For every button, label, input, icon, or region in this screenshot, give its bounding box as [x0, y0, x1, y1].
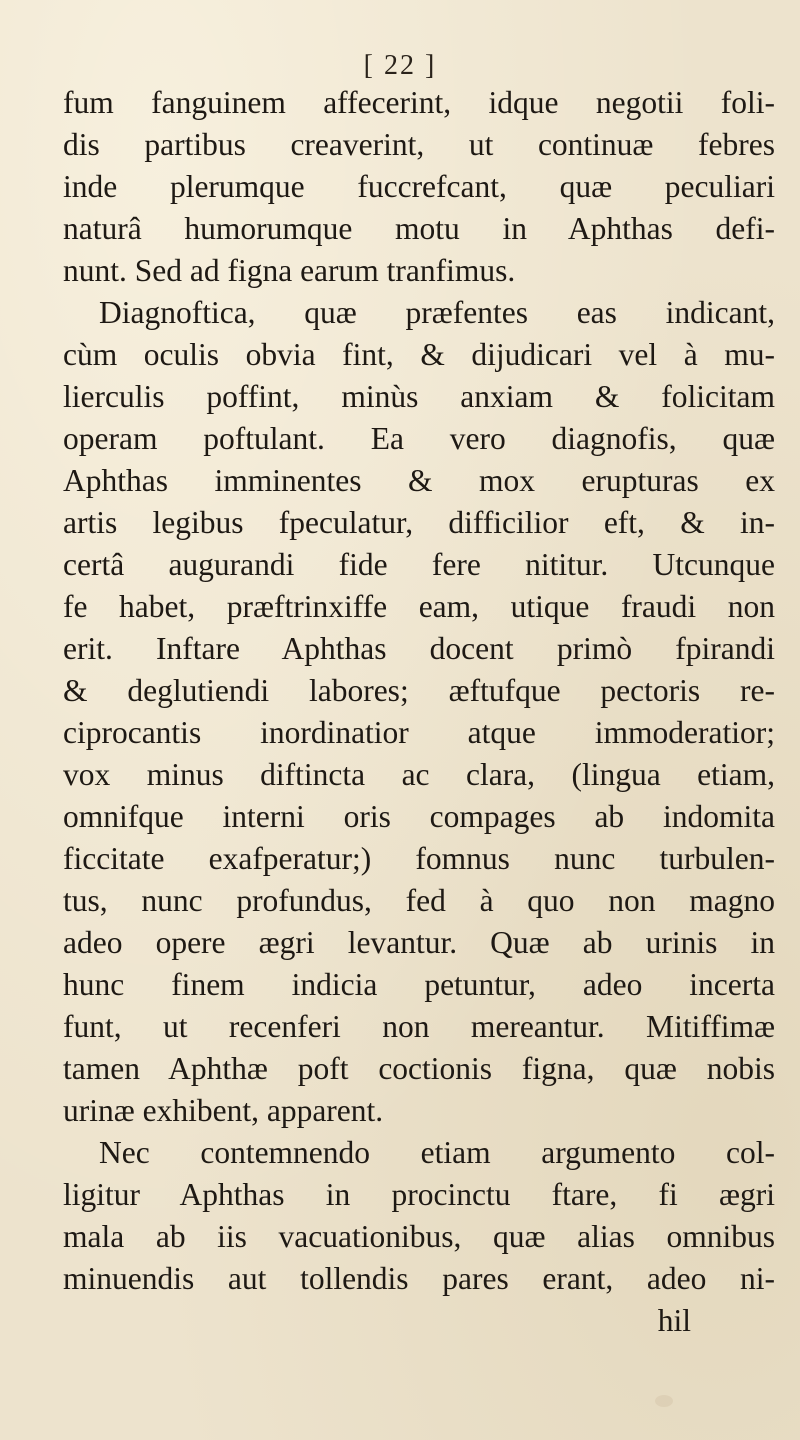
text-line: tamen Aphthæ poft coctionis figna, quæ nobis: [63, 1051, 775, 1086]
text-line: nunt. Sed ad figna earum tranfimus.: [63, 253, 516, 288]
text-line: vox minus diftincta ac clara, (lingua etiam,: [63, 757, 775, 792]
text-line: & deglutiendi labores; æftufque pectoris re-: [63, 673, 775, 708]
text-line: erit. Inftare Aphthas docent primò fpirandi: [63, 631, 775, 666]
text-line: hunc finem indicia petuntur, adeo incerta: [63, 967, 775, 1002]
text-line: urinæ exhibent, apparent.: [63, 1093, 384, 1128]
text-line: lierculis poffint, minùs anxiam & folicitam: [63, 379, 775, 414]
text-line: ficcitate exafperatur;) fomnus nunc turbulen-: [63, 841, 775, 876]
text-line: certâ augurandi fide fere nititur. Utcunque: [63, 547, 775, 582]
paragraph-start-line: Diagnoftica, quæ præfentes eas indicant,: [99, 295, 775, 330]
text-line: Aphthas imminentes & mox erupturas ex: [63, 463, 775, 498]
text-line: dis partibus creaverint, ut continuæ febres: [63, 127, 775, 162]
text-line: operam poftulant. Ea vero diagnofis, quæ: [63, 421, 775, 456]
text-line: omnifque interni oris compages ab indomita: [63, 799, 775, 834]
page-number: [ 22 ]: [363, 50, 437, 81]
paper-stain: [655, 1395, 673, 1407]
text-line: tus, nunc profundus, fed à quo non magno: [63, 883, 775, 918]
text-line: adeo opere ægri levantur. Quæ ab urinis in: [63, 925, 775, 960]
text-line: fe habet, præftrinxiffe eam, utique fraudi non: [63, 589, 775, 624]
body-text: [63, 82, 775, 1342]
text-line: ciprocantis inordinatior atque immoderatior;: [63, 715, 775, 750]
text-line: mala ab iis vacuationibus, quæ alias omnibus: [63, 1219, 775, 1254]
text-line: ligitur Aphthas in procinctu ftare, fi ægri: [63, 1177, 775, 1212]
text-line: naturâ humorumque motu in Aphthas defi-: [63, 211, 775, 246]
text-line: inde plerumque fuccrefcant, quæ peculiari: [63, 169, 775, 204]
paragraph-start-line: Nec contemnendo etiam argumento col-: [99, 1135, 775, 1170]
catchword: hil: [657, 1303, 691, 1338]
text-line: artis legibus fpeculatur, difficilior eft, & in-: [63, 505, 775, 540]
text-line: cùm oculis obvia fint, & dijudicari vel à mu-: [63, 337, 775, 372]
text-line: funt, ut recenferi non mereantur. Mitiffimæ: [63, 1009, 775, 1044]
text-line: fum fanguinem affecerint, idque negotii foli-: [63, 85, 775, 120]
text-line: minuendis aut tollendis pares erant, adeo ni-: [63, 1261, 775, 1296]
